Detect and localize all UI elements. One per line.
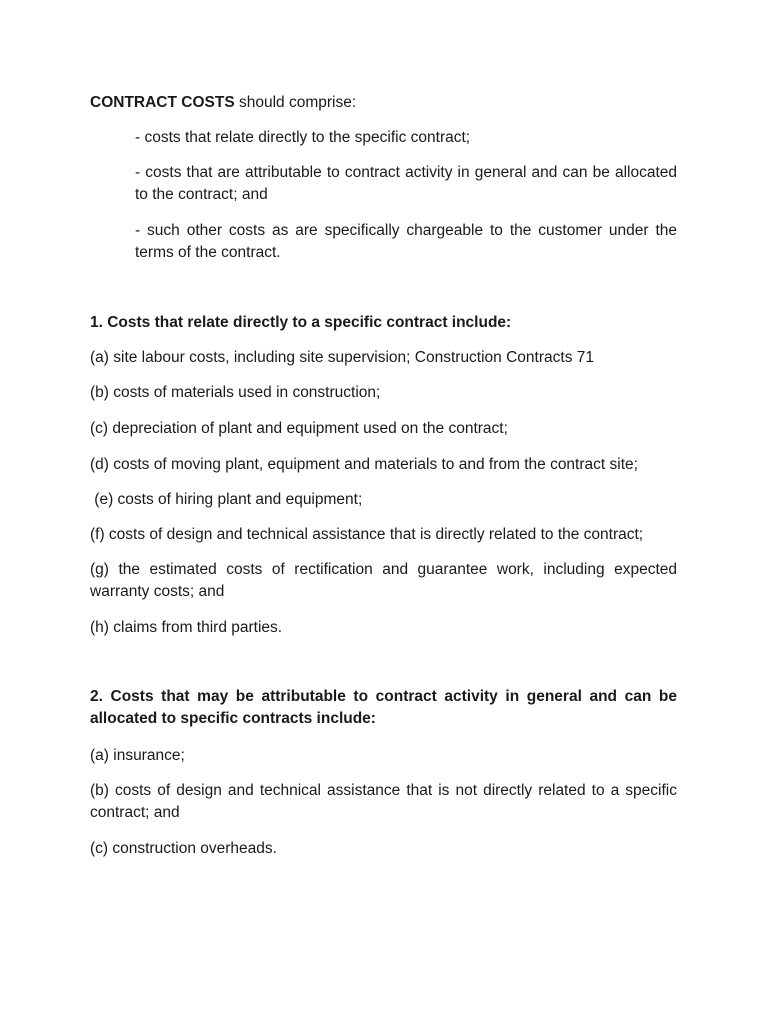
- section2-item-a: (a) insurance;: [90, 747, 185, 764]
- intro-bullet-1: - costs that relate directly to the specific contract;: [135, 129, 471, 146]
- section1-item-d: (d) costs of moving plant, equipment and materials to and from the contract site;: [90, 456, 638, 473]
- intro-heading-rest: should comprise:: [234, 94, 357, 111]
- section1-item-c: (c) depreciation of plant and equipment used on the contract;: [90, 420, 508, 437]
- intro-bullet-2: - costs that are attributable to contract activity in general and can be allocated to the contract; and: [135, 164, 677, 203]
- section1-item-f: (f) costs of design and technical assistance that is directly related to the contract;: [90, 526, 644, 543]
- intro-heading-bold: CONTRACT COSTS: [90, 94, 235, 111]
- intro-heading: [90, 92, 677, 114]
- section2-heading: 2. Costs that may be attributable to contract activity in general and can be allocated to specific contracts include:: [90, 688, 677, 727]
- section2-item-c: (c) construction overheads.: [90, 840, 277, 857]
- section1-item-g: (g) the estimated costs of rectification and guarantee work, including expected warranty costs; and: [90, 561, 677, 600]
- section1-item-a: (a) site labour costs, including site supervision; Construction Contracts 71: [90, 349, 594, 366]
- section1-item-b: (b) costs of materials used in construction;: [90, 384, 381, 401]
- section1-item-h: (h) claims from third parties.: [90, 619, 283, 636]
- section1-heading: 1. Costs that relate directly to a specific contract include:: [90, 314, 512, 331]
- intro-bullet-3: - such other costs as are specifically chargeable to the customer under the terms of the contract.: [135, 222, 677, 261]
- section2-item-b: (b) costs of design and technical assistance that is not directly related to a specific contract; and: [90, 782, 677, 821]
- section1-item-e: (e) costs of hiring plant and equipment;: [90, 491, 363, 508]
